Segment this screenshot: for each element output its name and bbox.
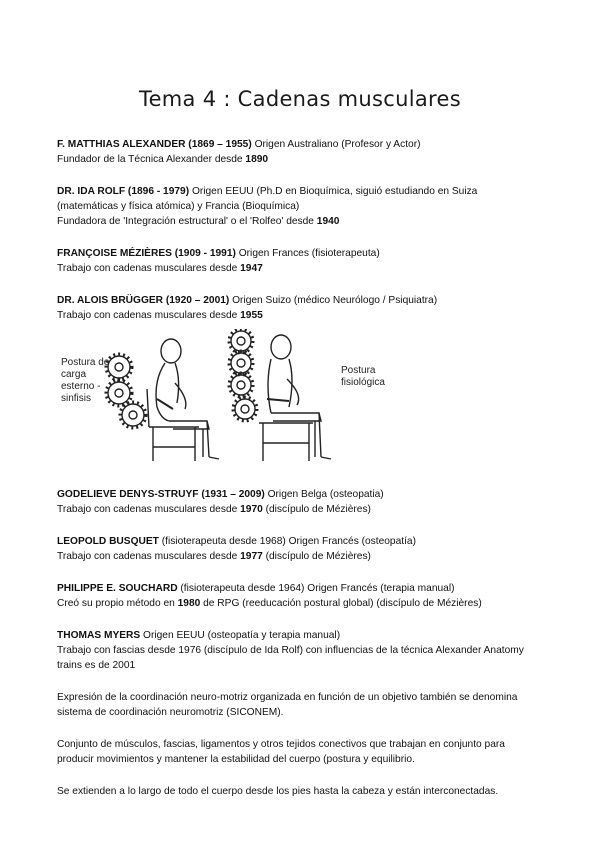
entry-heading: DR. ALOIS BRÜGGER (1920 – 2001) <box>57 295 230 306</box>
gear-icon <box>108 356 144 426</box>
entry-year: 1970 <box>240 504 263 515</box>
entry-year: 1940 <box>316 216 340 227</box>
entry-origin: Origen EEUU (Ph.D en Bioquímica, siguió estudiando en Suiza (matemáticas y física atómica) y Francia (Bioquímica) <box>57 186 478 212</box>
entry-origin: (fisioterapeuta desde 1968) Origen Francés (osteopatía) <box>158 536 416 547</box>
entry-detail: Trabajo con cadenas musculares desde <box>57 310 241 321</box>
posture-illustration <box>57 329 477 461</box>
entry-detail: Fundadora de 'Integración estructural' o el 'Rolfeo' desde <box>57 216 317 227</box>
entry-heading: PHILIPPE E. SOUCHARD <box>57 583 178 594</box>
entry-rolf <box>57 184 557 229</box>
entry-denys-struyf <box>57 487 557 517</box>
right-posture-label: Postura fisiológica <box>341 365 385 388</box>
entry-year: 1890 <box>245 154 269 165</box>
entry-detail: Trabajo con cadenas musculares desde <box>57 504 241 515</box>
paragraph-definition: Conjunto de músculos, fascias, ligamentos y otros tejidos conectivos que trabajan en conjunto para producir movimientos y mantener la estabilidad del cuerpo (postura y equilibrio. <box>57 739 505 765</box>
entry-detail: Trabajo con cadenas musculares desde <box>57 263 241 274</box>
entry-note: de RPG (reeducación postural global) (discípulo de Mézières) <box>200 598 482 609</box>
entry-heading: LEOPOLD BUSQUET <box>57 536 159 547</box>
entry-busquet <box>57 534 557 564</box>
entry-year: 1980 <box>177 598 201 609</box>
entry-heading: GODELIEVE DENYS-STRUYF (1931 – 2009) <box>57 489 265 500</box>
entry-souchard <box>57 581 557 611</box>
entry-note: (discípulo de Mézières) <box>262 504 371 515</box>
entry-year: 1947 <box>240 263 263 274</box>
entry-origin: Origen Australiano (Profesor y Actor) <box>251 139 421 150</box>
entry-year: 1977 <box>240 551 263 562</box>
entry-origin: Origen Belga (osteopatia) <box>264 489 384 500</box>
entry-heading: FRANÇOISE MÉZIÈRES (1909 - 1991) <box>57 248 236 259</box>
entry-detail: Fundador de la Técnica Alexander desde <box>57 154 246 165</box>
entry-origin: Origen EEUU (osteopatía y terapia manual) <box>140 630 341 641</box>
posture-figure <box>57 329 477 461</box>
entry-note: (discípulo de Mézières) <box>262 551 371 562</box>
seated-figure-slumped <box>147 339 219 461</box>
entry-alexander <box>57 137 557 167</box>
entry-heading: THOMAS MYERS <box>57 630 141 641</box>
entry-myers <box>57 628 557 673</box>
entry-origin: (fisioterapeuta desde 1964) Origen Francés (terapia manual) <box>177 583 455 594</box>
entry-heading: DR. IDA ROLF (1896 - 1979) <box>57 186 190 197</box>
page-title: Tema 4 : Cadenas musculares <box>139 87 461 111</box>
entry-year: 1955 <box>240 310 263 321</box>
entry-detail: Trabajo con cadenas musculares desde <box>57 551 241 562</box>
entry-origin: Origen Suizo (médico Neurólogo / Psiquiatra) <box>229 295 438 306</box>
left-posture-label: Postura de carga esterno - sinfisis <box>61 357 110 404</box>
entry-origin: Origen Frances (fisioterapeuta) <box>235 248 380 259</box>
entry-detail: Trabajo con fascias desde 1976 (discípulo de Ida Rolf) con influencias de la técnica Alexander Anatomy trains es de 2001 <box>57 645 524 671</box>
paragraph-siconem: Expresión de la coordinación neuro-motriz organizada en función de un objetivo también se denomina sistema de coordinación neuromotriz (SICONEM). <box>57 692 518 718</box>
paragraph-extent: Se extienden a lo largo de todo el cuerpo desde los pies hasta la cabeza y están interconectadas. <box>57 786 499 797</box>
entry-detail: Creó su propio método en <box>57 598 178 609</box>
entry-mezieres <box>57 246 557 276</box>
entry-heading: F. MATTHIAS ALEXANDER (1869 – 1955) <box>57 139 252 150</box>
seated-figure-upright <box>259 335 331 461</box>
document-body <box>57 137 557 816</box>
entry-brugger <box>57 293 557 323</box>
